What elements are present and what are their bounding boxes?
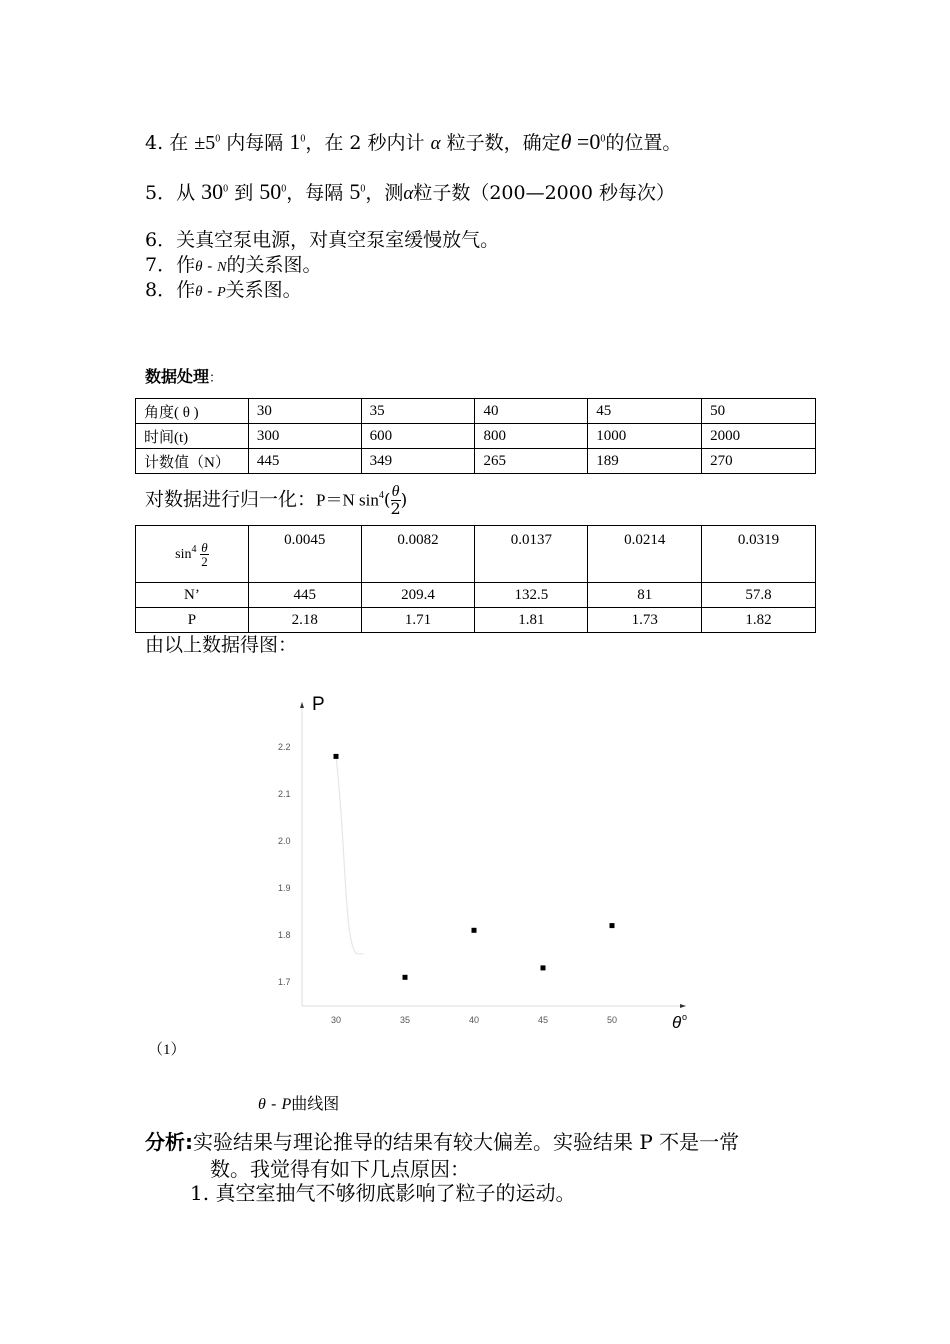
figure-number: （1） (148, 1042, 186, 1058)
table-cell: 189 (588, 449, 702, 474)
sin4-value: 0.0319 (702, 526, 816, 583)
sin4-value: 0.0045 (248, 526, 361, 583)
table-row (136, 583, 816, 608)
x-axis-label-sup: o (682, 1012, 688, 1022)
data-point (334, 754, 339, 759)
table-cell: 2000 (702, 424, 816, 449)
data-point (472, 928, 477, 933)
table-cell: 265 (475, 449, 588, 474)
step-6: 6．关真空泵电源，对真空泵室缓慢放气。 (145, 229, 500, 251)
table-row (136, 424, 816, 449)
sin4-header: $\sin^4$ $\frac{\theta}{2}$ (136, 526, 249, 583)
scatter-chart (270, 690, 700, 1035)
y-tick-label: 2.0 (278, 836, 291, 846)
table-cell: 1.82 (702, 608, 816, 633)
table-cell: 1.81 (475, 608, 588, 633)
row-label: N’ (136, 583, 249, 608)
x-axis-label: θ (672, 1013, 682, 1032)
y-tick-label: 1.7 (278, 977, 291, 987)
step-8: 8．作θ - P关系图。 (145, 279, 302, 301)
row-label: 计数值（N） (136, 449, 249, 474)
table-cell: 300 (248, 424, 361, 449)
sin4-value: 0.0082 (361, 526, 475, 583)
table-cell: 209.4 (361, 583, 475, 608)
step-5: 5．从 $30^0$ 到 $50^0$，每隔 $5^0$，测α粒子数（200—2000 秒每次） (145, 179, 675, 204)
table-cell: 132.5 (475, 583, 588, 608)
analysis-line-1: 分析:实验结果与理论推导的结果有较大偏差。实验结果 P 不是一常 (145, 1130, 740, 1154)
table-cell: 445 (248, 449, 361, 474)
x-axis-arrow (680, 1004, 686, 1008)
data-point (610, 923, 615, 928)
y-tick-label: 2.1 (278, 789, 291, 799)
row-label: P (136, 608, 249, 633)
table-cell: 800 (475, 424, 588, 449)
data-point (541, 965, 546, 970)
table-cell: 45 (588, 399, 702, 424)
step-4: 4. 在 $\pm 5^0$ 内每隔 $1^0$，在 2 秒内计 α 粒子数，确定$\theta =0^0$的位置。 (145, 129, 682, 154)
x-tick-label: 50 (606, 1015, 618, 1025)
table-cell: 1000 (588, 424, 702, 449)
table-cell: 57.8 (702, 583, 816, 608)
row-label: 角度( θ ) (136, 399, 249, 424)
table-row (136, 608, 816, 633)
analysis-item-1: 1. 真空室抽气不够彻底影响了粒子的运动。 (190, 1181, 576, 1205)
analysis-line-2: 数。我觉得有如下几点原因： (210, 1157, 470, 1181)
x-tick-label: 45 (537, 1015, 549, 1025)
normalize-line: 对数据进行归一化：P＝N $\sin^4$( $\frac{\theta}{2}$ ) (145, 483, 408, 518)
y-axis-arrow (300, 702, 304, 708)
x-tick-label: 40 (468, 1015, 480, 1025)
table-cell: 2.18 (248, 608, 361, 633)
sin4-value: 0.0214 (588, 526, 702, 583)
normalized-table (135, 525, 816, 633)
table-cell: 81 (588, 583, 702, 608)
sin4-value: 0.0137 (475, 526, 588, 583)
table-cell: 1.71 (361, 608, 475, 633)
x-tick-label: 35 (399, 1015, 411, 1025)
figure-caption: θ - P曲线图 (258, 1094, 340, 1113)
trend-curve (336, 756, 364, 953)
table-cell: 1.73 (588, 608, 702, 633)
step-7: 7．作θ - N的关系图。 (145, 254, 322, 276)
table-cell: 50 (702, 399, 816, 424)
y-tick-label: 2.2 (278, 742, 291, 752)
table-cell: 600 (361, 424, 475, 449)
table-cell: 445 (248, 583, 361, 608)
table-cell: 35 (361, 399, 475, 424)
data-table (135, 398, 816, 474)
table-row (136, 449, 816, 474)
theta-over-2: $\frac{\theta}{2}$ (390, 483, 401, 518)
figure-intro: 由以上数据得图： (145, 634, 298, 656)
row-label: 时间(t) (136, 424, 249, 449)
data-point (403, 975, 408, 980)
section-heading: 数据处理： (145, 367, 223, 386)
table-row (136, 399, 816, 424)
y-tick-label: 1.9 (278, 883, 291, 893)
y-axis-label: P (312, 694, 325, 715)
table-cell: 30 (248, 399, 361, 424)
y-tick-label: 1.8 (278, 930, 291, 940)
table-cell: 40 (475, 399, 588, 424)
table-cell: 349 (361, 449, 475, 474)
table-cell: 270 (702, 449, 816, 474)
x-tick-label: 30 (330, 1015, 342, 1025)
